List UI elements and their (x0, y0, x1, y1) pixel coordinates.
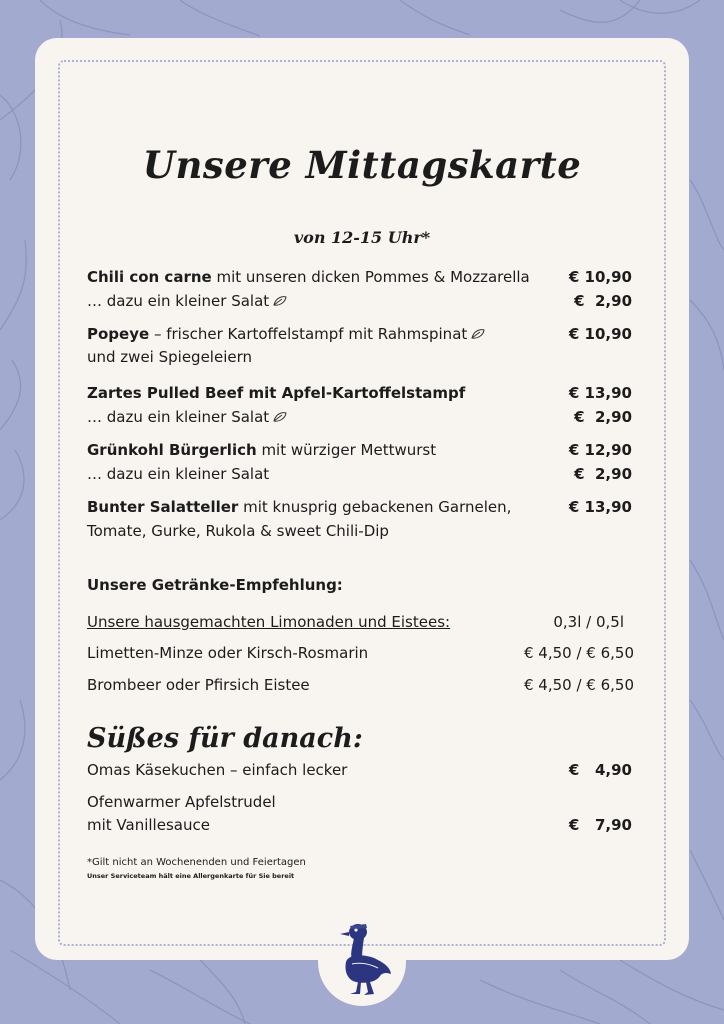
menu-item-name: Bunter Salatteller (87, 498, 239, 516)
menu-item-name: Chili con carne (87, 268, 212, 286)
drinks-sizes: 0,3l / 0,5l (553, 613, 624, 631)
page-subtitle: von 12-15 Uhr* (293, 228, 431, 247)
leaf-icon (471, 328, 485, 340)
menu-item-price: € 12,90 (568, 441, 632, 459)
menu-item-desc-line2: Tomate, Gurke, Rukola & sweet Chili-Dip (87, 522, 389, 540)
drink-price: € 4,50 / € 6,50 (523, 644, 634, 662)
footnote-hours: *Gilt nicht an Wochenenden und Feiertagen (87, 857, 306, 868)
dessert-price: € 4,90 (568, 761, 632, 779)
menu-item-desc: mit knusprig gebackenen Garnelen, (238, 498, 512, 516)
menu-item-extra-label: … dazu ein kleiner Salat (87, 292, 270, 310)
footnote-allergens: Unser Serviceteam hält eine Allergenkarte für Sie bereit (87, 872, 295, 880)
menu-item-extra-label: … dazu ein kleiner Salat (87, 408, 270, 426)
menu-item-price: € 13,90 (568, 498, 632, 516)
menu-item-price: € 10,90 (568, 325, 632, 343)
menu-item-price: € 2,90 (574, 465, 632, 483)
drink-item: Limetten-Minze oder Kirsch-Rosmarin (87, 644, 369, 662)
drink-item: Brombeer oder Pfirsich Eistee (87, 676, 310, 694)
drink-price: € 4,50 / € 6,50 (523, 676, 634, 694)
menu-item-chili (87, 266, 530, 288)
dessert-item-line2: mit Vanillesauce (87, 816, 210, 834)
desserts-heading: Süßes für danach: (87, 723, 363, 754)
menu-item-desc: mit würziger Mettwurst (256, 441, 437, 459)
drinks-heading: Unsere Getränke-Empfehlung: (87, 576, 343, 594)
menu-item-extra (87, 406, 287, 428)
menu-item-extra (87, 290, 287, 312)
drinks-subheading: Unsere hausgemachten Limonaden und Eistees: (87, 613, 451, 631)
menu-item-price: € 13,90 (568, 384, 632, 402)
leaf-icon (273, 295, 287, 307)
menu-item-name: Grünkohl Bürgerlich (87, 441, 257, 459)
menu-item-desc: – frischer Kartoffelstampf mit Rahmspinat (149, 325, 468, 343)
menu-item-name: Popeye (87, 325, 150, 343)
menu-item-pulled-beef (87, 382, 465, 404)
dessert-item: Ofenwarmer Apfelstrudel (87, 793, 276, 811)
menu-item-price: € 2,90 (574, 408, 632, 426)
menu-item-salatteller (87, 496, 511, 518)
menu-item-gruenkohl (87, 439, 436, 461)
page-title: Unsere Mittagskarte (142, 143, 582, 187)
menu-item-desc: mit unseren dicken Pommes & Mozzarella (211, 268, 530, 286)
menu-item-price: € 10,90 (568, 268, 632, 286)
menu-item-price: € 2,90 (574, 292, 632, 310)
menu-item-name: Zartes Pulled Beef mit Apfel-Kartoffelstampf (87, 384, 466, 402)
menu-item-desc-line2: und zwei Spiegeleiern (87, 348, 252, 366)
dessert-price: € 7,90 (568, 816, 632, 834)
menu-item-popeye (87, 323, 485, 345)
menu-item-extra (87, 463, 269, 485)
duck-logo (336, 918, 392, 996)
dessert-item: Omas Käsekuchen – einfach lecker (87, 761, 348, 779)
leaf-icon (273, 411, 287, 423)
menu-item-extra-label: … dazu ein kleiner Salat (87, 465, 270, 483)
